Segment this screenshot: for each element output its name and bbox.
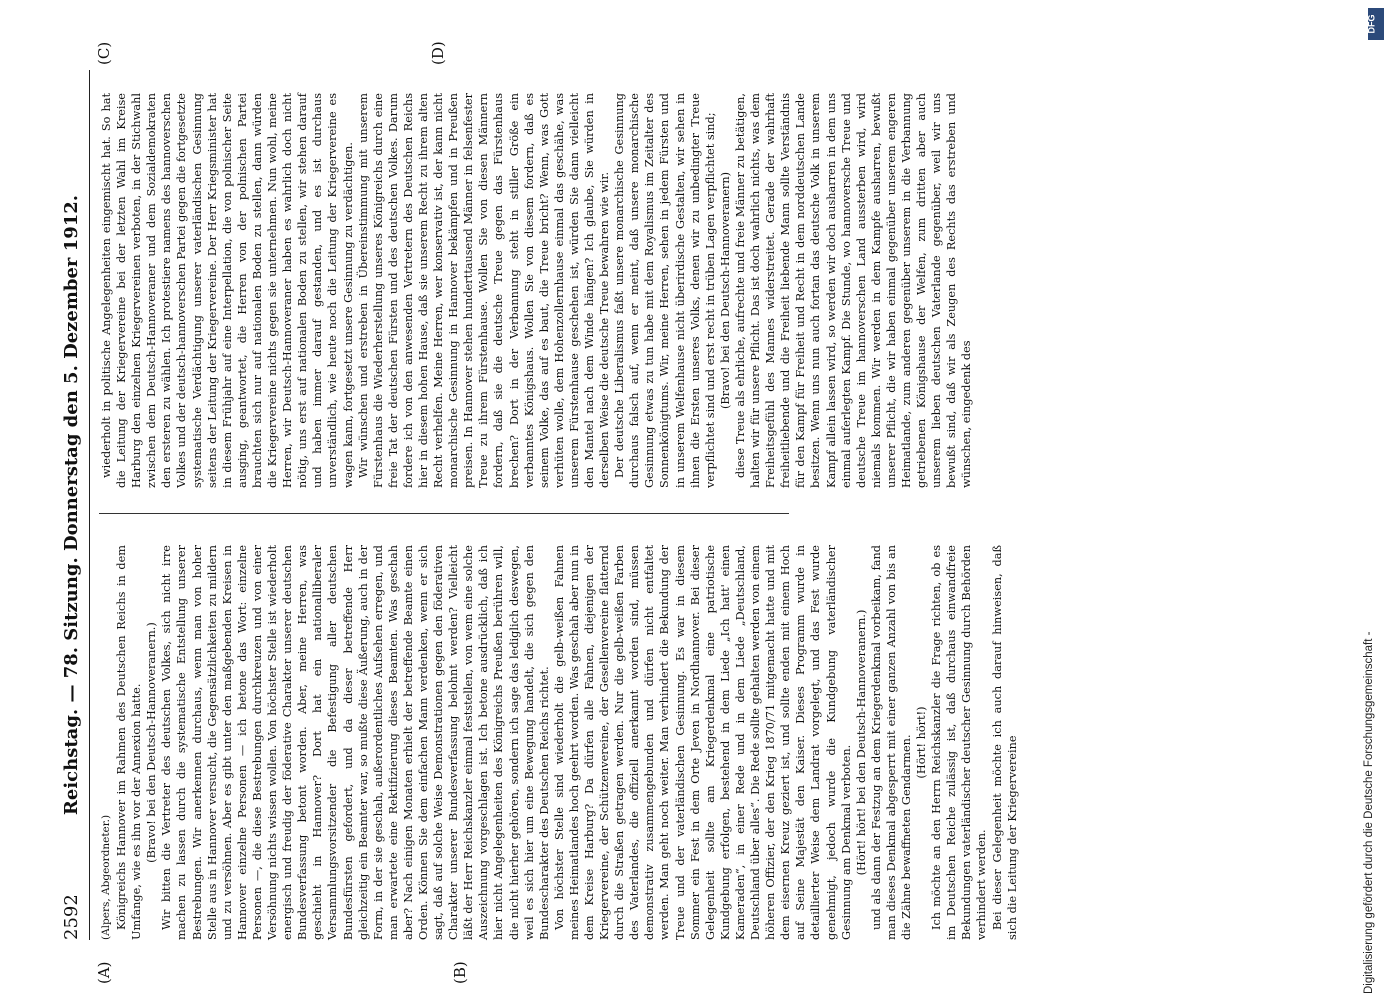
margin-mark-d: (D) [429, 41, 447, 65]
margin-mark-c: (C) [95, 41, 113, 65]
column-divider [99, 513, 789, 514]
paragraph: und als dann der Festzug an dem Kriegerdenkmal vorbeikam, fand man dieses Denkmal abgesperrt mit einer ganzen Anzahl von bis an die Zähne bewaffneten Gendarmen. [869, 545, 913, 940]
interjection: (Bravo! bei den Deutsch-Hannoveranern) [718, 171, 732, 410]
left-text-column [99, 545, 1019, 940]
paragraph: wiederholt in politische Angelegenheiten eingemischt hat. So hat die Leitung der Kriegervereine bei der letzten Wahl im Kreise Harburg den einzelnen Kriegervereinen verboten, in der Stichwahl zwischen dem Deutsch-Hannoveraner und dem Sozialdemokraten den ersteren zu wählen. Ich protestiere namens des hannoverschen Volkes und der deutsch-hannoverschen Partei gegen die fortgesetzte systematische Verdächtigung unserer vaterländischen Gesinnung seitens der Leitung der Kriegervereine. Der Herr Kriegsminister hat in diesem Frühjahr auf eine Interpellation, die von polnischer Seite ausging, geantwortet, die Herren von der polnischen Partei brauchten sich nur auf nationalen Boden zu stellen, dann würden die Kriegervereine nichts gegen sie unternehmen. Nun wohl, meine Herren, wir Deutsch-Hannoveraner haben es wahrlich doch nicht nötig, uns erst auf nationalen Boden zu stellen, wir stehen darauf und haben immer darauf gestanden, und es ist durchaus unverständlich, wie heute noch die Leitung der Kriegervereine es wagen kann, fortgesetzt unsere Gesinnung zu verdächtigen. [100, 93, 355, 488]
interjection: (Hört! hört! bei den Deutsch-Hannoveranern.) [854, 609, 868, 876]
paragraph: Königreichs Hannover im Rahmen des Deutschen Reichs in dem Umfange, wie es ihn vor der Annexion hatte. [115, 545, 144, 940]
margin-mark-b: (B) [451, 961, 469, 984]
interjection: (Hört! hört!) [915, 706, 929, 779]
paragraph: Wir bitten die Vertreter des deutschen Volkes, sich nicht irre machen zu lassen durch die systematische Entstellung unserer Bestrebungen. Wir anerkennen durchaus, wenn man von hoher Stelle aus in Hannover versucht, die Gegensätzlichkeiten zu mildern und zu versöhnen. Aber es gibt unter den maßgebenden Kreisen in Hannover einzelne Personen — ich betone das Wort: einzelne Personen —, die diese Bestrebungen durchkreuzen und von einer Versöhnung nichts wissen wollen. Von höchster Stelle ist wiederholt energisch und freudig der föderative Charakter unserer deutschen Bundesverfassung betont worden. Aber, meine Herren, was geschieht in Hannover? Dort hat ein nationalliberaler Versammlungsvorsitzender die Befestigung aller deutschen Bundesfürsten gefordert, und da dieser betreffende Herr gleichzeitig ein Beamter war, so mußte diese Äußerung, auch in der Form, in der sie geschah, außerordentliches Aufsehen erregen, und man erwartete eine Rektifizierung dieses Beamten. Was geschah aber? Nach einigen Monaten erhielt der betreffende Beamte einen Orden. Können Sie dem einfachen Mann verdenken, wenn er sich sagt, daß auf solche Weise Demonstrationen gegen den föderativen Charakter unserer Bundesverfassung belohnt werden? Vielleicht läßt der Herr Reichskanzler einmal feststellen, von wem eine solche Auszeichnung vorgeschlagen ist. Ich betone ausdrücklich, daß ich hier nicht Angelegenheiten des Königreichs Preußen berühren will, die nicht hierher gehören, sondern ich sage das lediglich deswegen, weil es sich hier um eine Bewegung handelt, die sich gegen den Bundescharakter des Deutschen Reichs richtet. [160, 545, 551, 940]
interjection: (Bravo! bei den Deutsch-Hannoveranern.) [145, 622, 159, 863]
paragraph: Wir wünschen und erstreben in Übereinstimmung mit unserem Fürstenhaus die Wiederherstellung unseres Königreichs durch eine freie Tat der deutschen Fürsten und des deutschen Volkes. Darum fordere ich von den anwesenden Vertretern des Deutschen Reichs hier in diesem hohen Hause, daß sie unserem Recht zu ihrem alten Recht verhelfen. Meine Herren, wer konservativ ist, der kann nicht monarchische Gesinnung in Hannover bekämpfen und in Preußen preisen. In Hannover stehen hunderttausend Männer in felsenfester Treue zu ihrem Fürstenhause. Wollen Sie von diesen Männern fordern, daß sie die deutsche Treue gegen das Fürstenhaus brechen? Dort in der Verbannung steht in stiller Größe ein verbanntes Königshaus. Wollen Sie von diesem fordern, daß es seinem Volke, das auf es baut, die Treue bricht? Wenn, was Gott verhüten wolle, dem Hohenzollernhause einmal das geschähe, was unserem Fürstenhause geschehen ist, würden Sie dann vielleicht den Mantel nach dem Winde hängen? Ich glaube, Sie würden in derselben Weise die deutsche Treue bewahren wie wir. [356, 93, 612, 488]
rotated-document-page [55, 41, 1019, 984]
running-header [55, 70, 90, 940]
paragraph: Bei dieser Gelegenheit möchte ich auch darauf hinweisen, daß sich die Leitung der Kriegervereine [990, 545, 1019, 940]
dfg-logo-text: DFG [1366, 14, 1377, 34]
page-number: 2592 [61, 894, 82, 940]
speaker-label: (Alpers, Abgeordneter.) [100, 814, 112, 940]
header-title: Reichstag. — 78. Sitzung. Donnerstag den 5. Dezember 1912. [61, 194, 82, 816]
paragraph: Von höchster Stelle sind wiederholt die gelb-weißen Fahnen meines Heimatlandes hoch geehrt worden. Was geschah aber nun in dem Kreise Harburg? Da dürfen alle Fahnen, diejenigen der Kriegervereine, der Schützenvereine, der Gesellenvereine flatternd durch die Straßen getragen werden. Nur die gelb-weißen Farben des Vaterlandes, die offiziell anerkannt worden sind, müssen demonstrativ zusammengebunden und dürfen nicht entfaltet werden. Man geht noch weiter. Man verhindert die Bekundung der Treue und der vaterländischen Gesinnung. Es war in diesem Sommer ein Fest in dem Orte Jeven in Nordhannover. Bei dieser Gelegenheit sollte am Kriegerdenkmal eine patriotische Kundgebung erfolgen, bestehend in dem Liede „Ich hatt' einen Kameraden“, in einer Rede und in dem Liede „Deutschland, Deutschland über alles“. Die Rede sollte gehalten werden von einem höheren Offizier, der den Krieg 1870/71 mitgemacht hatte und mit dem eisernen Kreuz geziert ist, und sollte enden mit einem Hoch auf Seine Majestät den Kaiser. Dieses Programm wurde in detaillierter Weise dem Landrat vorgelegt, und das Fest wurde genehmigt, jedoch wurde die Kundgebung vaterländischer Gesinnung am Denkmal verboten. [552, 545, 853, 940]
dfg-logo [1368, 8, 1384, 40]
paragraph: Ich möchte an den Herrn Reichskanzler die Frage richten, ob es im Deutschen Reiche zulässig ist, daß durchaus einwandfreie Bekundungen vaterländischer deutscher Gesinnung durch Behörden verhindert werden. [930, 545, 989, 940]
margin-mark-a: (A) [95, 961, 113, 984]
digitization-credit: Digitalisierung gefördert durch die Deutsche Forschungsgemeinschaft - [1363, 631, 1375, 994]
right-text-column [99, 93, 974, 488]
paragraph: Der deutsche Liberalismus faßt unsere monarchische Gesinnung durchaus falsch auf, wenn er meint, daß unsere monarchische Gesinnung etwas zu tun habe mit dem Royalismus im Zeitalter des Sonnenkönigtums. Wir, meine Herren, sehen in jedem Fürsten und in unserem Welfenhause nicht überirdische Gestalten, wir sehen in ihnen die Ersten unseres Volks, denen wir zu unbedingter Treue verpflichtet sind und erst recht in trüben Lagen verpflichtet sind; [613, 93, 717, 488]
paragraph: diese Treue als ehrliche, aufrechte und freie Männer zu betätigen, halten wir für unsere Pflicht. Das ist doch wahrlich nichts, was dem Freiheitsgefühl des Mannes widerstreitet. Gerade der wahrhaft freiheitliebende und die Freiheit liebende Mann sollte Verständnis für den Kampf für Freiheit und Recht in dem norddeutschen Lande besitzen. Wenn uns nun auch fortan das deutsche Volk in unserem Kampf allein lassen wird, so werden wir doch ausharren in dem uns einmal auferlegten Kampf. Die Stunde, wo hannoversche Treue und deutsche Treue im hannoverschen Land aussterben wird, wird niemals kommen. Wir werden in dem Kampfe ausharren, bewußt unserer Pflicht, die wir haben einmal gegenüber unserem engeren Heimatlande, zum anderen gegenüber unserem in die Verbannung getriebenen Königshause der Welfen, zum dritten aber auch unserem lieben deutschen Vaterlande gegenüber, weil wir uns bewußt sind, daß wir als Zeugen des Rechts das erstreben und wünschen, eingedenk des [733, 93, 974, 488]
